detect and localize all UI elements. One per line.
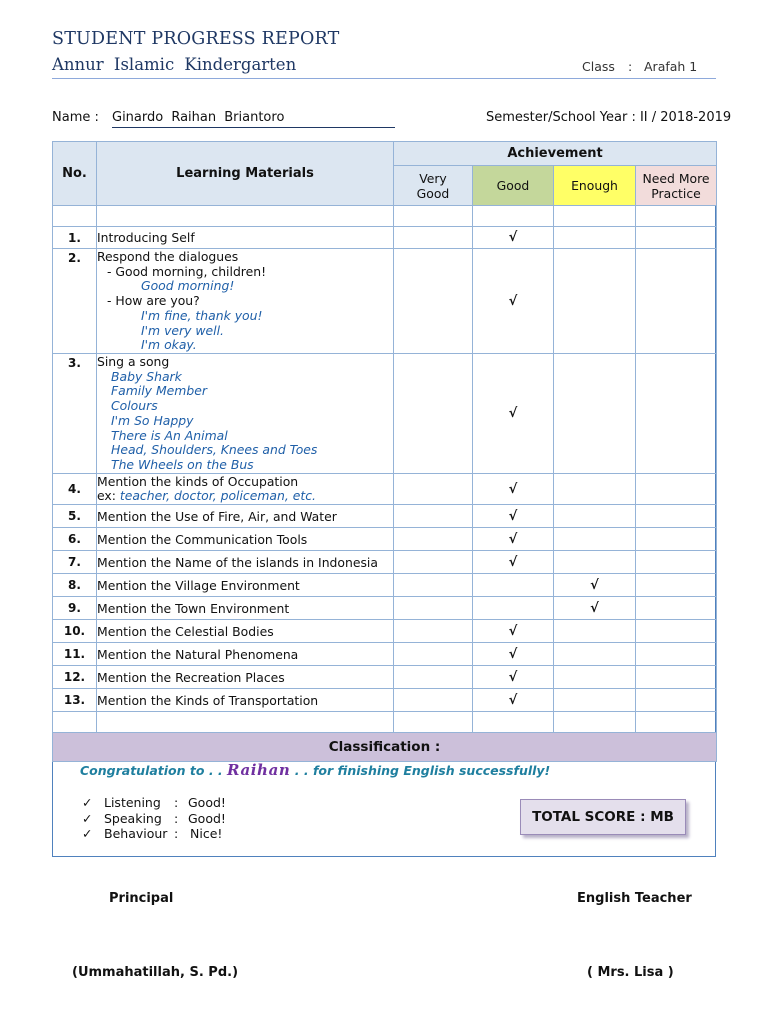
dialogue-answer: I'm okay. bbox=[141, 337, 197, 353]
skill-name: Behaviour bbox=[104, 826, 168, 841]
header-good: Good bbox=[473, 166, 554, 206]
total-score-box: TOTAL SCORE : MB bbox=[520, 799, 686, 835]
row-number: 2. bbox=[53, 249, 97, 354]
row-material: Introducing Self bbox=[97, 227, 394, 249]
header-very-good-line2: Good bbox=[416, 185, 450, 201]
song-item: Family Member bbox=[111, 383, 207, 399]
song-item: Colours bbox=[111, 398, 158, 414]
check-good: √ bbox=[473, 354, 554, 474]
check-good: √ bbox=[473, 249, 554, 354]
dialogue-answer: Good morning! bbox=[141, 278, 235, 294]
report-title: STUDENT PROGRESS REPORT bbox=[52, 29, 340, 49]
row-material: Mention the Town Environment bbox=[97, 597, 394, 620]
song-item: The Wheels on the Bus bbox=[111, 456, 254, 472]
check-good: √ bbox=[473, 474, 554, 505]
header-no: No. bbox=[53, 142, 97, 206]
row-material: Mention the Use of Fire, Air, and Water bbox=[97, 505, 394, 528]
check-good: √ bbox=[473, 689, 554, 712]
row-number: 5. bbox=[53, 505, 97, 528]
table-row bbox=[53, 249, 717, 354]
row-number: 10. bbox=[53, 620, 97, 643]
check-good: √ bbox=[473, 620, 554, 643]
check-enough: √ bbox=[554, 574, 636, 597]
row-material: Mention the Village Environment bbox=[97, 574, 394, 597]
checkmark-icon: ✓ bbox=[82, 810, 93, 826]
skill-separator: : bbox=[174, 795, 179, 810]
dialogue-line: - Good morning, children! bbox=[107, 263, 267, 279]
skill-name: Speaking bbox=[104, 810, 162, 826]
check-good: √ bbox=[473, 666, 554, 689]
table-row bbox=[53, 528, 717, 551]
class-label: Class bbox=[582, 59, 615, 74]
congrats-suffix: . . for finishing English successfully! bbox=[294, 763, 551, 778]
row-number: 4. bbox=[53, 474, 97, 505]
semester-info: Semester/School Year : II / 2018-2019 bbox=[486, 110, 732, 125]
class-info bbox=[582, 59, 697, 74]
row-material: Mention the Celestial Bodies bbox=[97, 620, 394, 643]
skill-result: Good! bbox=[188, 810, 226, 826]
header-achievement: Achievement bbox=[394, 142, 717, 166]
song-item: I'm So Happy bbox=[111, 412, 194, 428]
song-item: Baby Shark bbox=[111, 368, 182, 384]
table-row bbox=[53, 354, 717, 474]
skill-name: Listening bbox=[104, 795, 161, 810]
row-material: Mention the Kinds of Transportation bbox=[97, 689, 394, 712]
dialogue-answer: I'm very well. bbox=[141, 322, 224, 338]
congrats-student-name: Raihan bbox=[227, 761, 291, 779]
table-row-blank bbox=[53, 206, 717, 227]
table-row bbox=[53, 574, 717, 597]
congratulation-message bbox=[80, 761, 550, 779]
skill-separator: : bbox=[174, 826, 179, 841]
table-row bbox=[53, 689, 717, 712]
skill-item bbox=[82, 826, 226, 842]
header-need-more-practice bbox=[636, 166, 717, 206]
table-row bbox=[53, 643, 717, 666]
row-number: 1. bbox=[53, 227, 97, 249]
class-separator: : bbox=[628, 59, 633, 74]
header-enough: Enough bbox=[554, 166, 636, 206]
check-good: √ bbox=[473, 505, 554, 528]
row-number: 3. bbox=[53, 354, 97, 474]
table-row bbox=[53, 551, 717, 574]
occupation-example bbox=[97, 489, 393, 504]
row-material bbox=[97, 474, 394, 505]
header-very-good bbox=[394, 166, 473, 206]
example-prefix: ex: bbox=[97, 488, 120, 503]
header-rule bbox=[52, 78, 716, 79]
row-material: Mention the Name of the islands in Indonesia bbox=[97, 551, 394, 574]
header-learning-materials: Learning Materials bbox=[97, 142, 394, 206]
table-row bbox=[53, 620, 717, 643]
row-material bbox=[97, 354, 394, 474]
dialogue-title: Respond the dialogues bbox=[97, 249, 239, 264]
dialogue-line: - How are you? bbox=[107, 293, 200, 309]
table-row bbox=[53, 227, 717, 249]
name-underline bbox=[112, 127, 395, 128]
skill-result: Good! bbox=[188, 795, 226, 810]
dialogue-answer: I'm fine, thank you! bbox=[141, 307, 263, 323]
principal-label: Principal bbox=[109, 891, 174, 906]
check-good: √ bbox=[473, 528, 554, 551]
table-row bbox=[53, 505, 717, 528]
check-good: √ bbox=[473, 227, 554, 249]
name-label: Name : bbox=[52, 110, 99, 125]
row-number: 11. bbox=[53, 643, 97, 666]
student-name: Ginardo Raihan Briantoro bbox=[112, 110, 285, 125]
skill-item bbox=[82, 811, 226, 827]
row-material: Mention the Communication Tools bbox=[97, 528, 394, 551]
row-number: 7. bbox=[53, 551, 97, 574]
row-number: 12. bbox=[53, 666, 97, 689]
english-teacher-label: English Teacher bbox=[577, 891, 692, 906]
header-need-more-line2: Practice bbox=[651, 185, 701, 201]
skill-separator: : bbox=[174, 810, 179, 826]
table-row bbox=[53, 666, 717, 689]
header-very-good-line1: Very bbox=[419, 170, 447, 186]
congrats-prefix: Congratulation to . . bbox=[80, 763, 223, 778]
skill-item bbox=[82, 795, 226, 811]
check-enough: √ bbox=[554, 597, 636, 620]
row-number: 8. bbox=[53, 574, 97, 597]
checkmark-icon: ✓ bbox=[82, 795, 93, 810]
song-item: Head, Shoulders, Knees and Toes bbox=[111, 442, 318, 458]
skill-result: Nice! bbox=[190, 826, 223, 841]
class-value: Arafah 1 bbox=[644, 59, 698, 74]
example-text: teacher, doctor, policeman, etc. bbox=[119, 488, 316, 503]
song-item: There is An Animal bbox=[111, 427, 228, 443]
school-name: Annur Islamic Kindergarten bbox=[52, 55, 297, 74]
checkmark-icon: ✓ bbox=[82, 826, 93, 841]
row-material: Mention the Recreation Places bbox=[97, 666, 394, 689]
table-row bbox=[53, 597, 717, 620]
progress-table bbox=[52, 141, 717, 762]
occupation-title: Mention the kinds of Occupation bbox=[97, 473, 299, 489]
principal-name: (Ummahatillah, S. Pd.) bbox=[72, 965, 239, 980]
skills-list bbox=[82, 795, 226, 842]
english-teacher-name: ( Mrs. Lisa ) bbox=[587, 965, 674, 980]
song-title: Sing a song bbox=[97, 354, 170, 369]
table-row-blank bbox=[53, 712, 717, 733]
row-material bbox=[97, 249, 394, 354]
row-number: 9. bbox=[53, 597, 97, 620]
header-need-more-line1: Need More bbox=[642, 170, 710, 186]
check-good: √ bbox=[473, 551, 554, 574]
check-good: √ bbox=[473, 643, 554, 666]
table-row bbox=[53, 474, 717, 505]
row-number: 6. bbox=[53, 528, 97, 551]
classification-header: Classification : bbox=[53, 733, 717, 762]
row-number: 13. bbox=[53, 689, 97, 712]
row-material: Mention the Natural Phenomena bbox=[97, 643, 394, 666]
